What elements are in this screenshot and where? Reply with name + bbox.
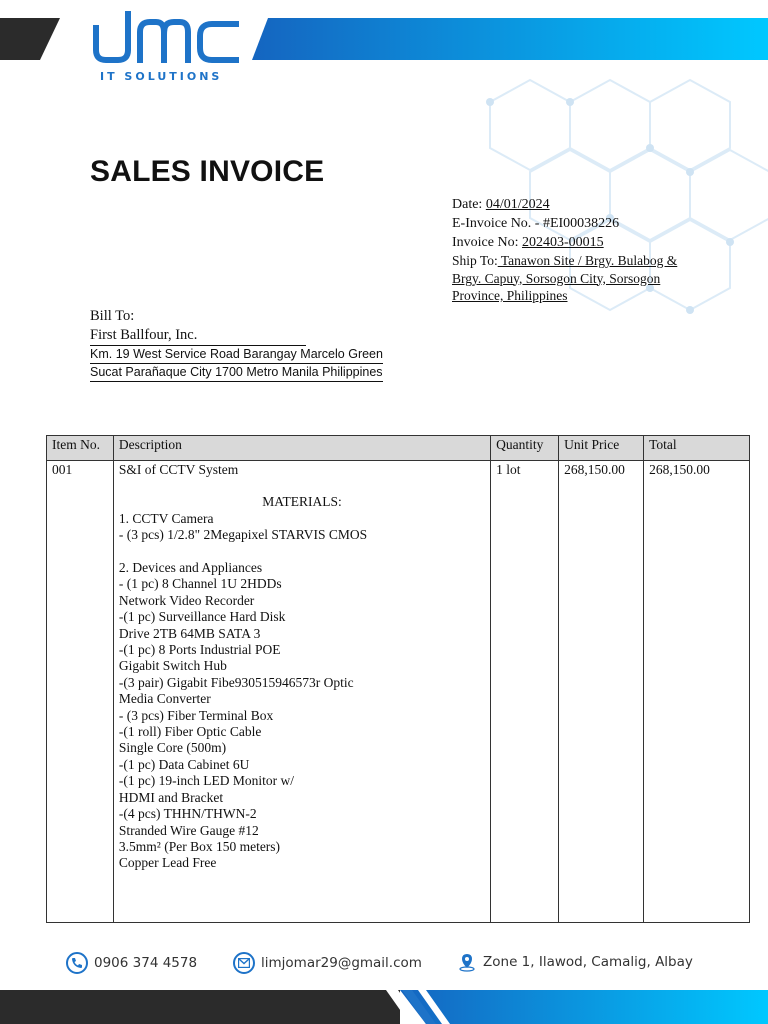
ship-to bbox=[452, 252, 692, 305]
bill-to-label: Bill To: bbox=[90, 308, 135, 324]
items-table bbox=[46, 435, 750, 923]
materials-heading: MATERIALS: bbox=[262, 494, 342, 510]
cell-total: 268,150.00 bbox=[644, 461, 750, 923]
invoice-number-value: 202403-00015 bbox=[521, 235, 604, 250]
header-total: Total bbox=[644, 436, 750, 461]
location-address: Zone 1, Ilawod, Camalig, Albay bbox=[483, 954, 693, 970]
header-quantity: Quantity bbox=[491, 436, 559, 461]
materials-line: -(1 pc) Data Cabinet 6U bbox=[118, 756, 250, 772]
materials-line: Copper Lead Free bbox=[118, 855, 217, 871]
date-label: Date: bbox=[452, 197, 486, 212]
materials-line bbox=[119, 544, 485, 560]
materials-line: -(3 pair) Gigabit Fibe930515946573r Optic bbox=[118, 674, 354, 690]
contact-phone bbox=[66, 952, 197, 974]
ship-to-label: Ship To: bbox=[452, 253, 498, 268]
bill-to-company: First Ballfour, Inc. bbox=[90, 326, 306, 346]
contact-email bbox=[233, 952, 422, 974]
cell-item-no: 001 bbox=[47, 461, 114, 923]
materials-line: Stranded Wire Gauge #12 bbox=[118, 822, 259, 838]
date-row bbox=[452, 195, 692, 214]
materials-line: - (3 pcs) 1/2.8" 2Megapixel STARVIS CMOS bbox=[118, 527, 368, 543]
footer-band bbox=[0, 990, 768, 1024]
description-title: S&I of CCTV System bbox=[118, 462, 239, 477]
header-unit-price: Unit Price bbox=[559, 436, 644, 461]
bill-to-address bbox=[90, 346, 390, 382]
bill-to-address-line2: Sucat Parañaque City 1700 Metro Manila Philippines bbox=[90, 364, 383, 382]
header-description: Description bbox=[113, 436, 490, 461]
materials-line: Single Core (500m) bbox=[118, 740, 227, 756]
logo-tagline: IT SOLUTIONS bbox=[100, 70, 223, 83]
invoice-number-row bbox=[452, 233, 692, 252]
materials-line: -(1 pc) 8 Ports Industrial POE bbox=[118, 642, 281, 658]
materials-line: Network Video Recorder bbox=[118, 592, 255, 608]
table-header-row bbox=[47, 436, 750, 461]
materials-line: -(4 pcs) THHN/THWN-2 bbox=[118, 806, 257, 822]
date-value: 04/01/2024 bbox=[485, 197, 550, 212]
materials-line: Drive 2TB 64MB SATA 3 bbox=[118, 625, 261, 641]
materials-line: 1. CCTV Camera bbox=[118, 510, 214, 526]
footer-contacts bbox=[0, 952, 768, 980]
materials-list bbox=[119, 511, 485, 872]
materials-line: -(1 pc) 19-inch LED Monitor w/ bbox=[118, 773, 294, 789]
contact-location bbox=[457, 952, 693, 972]
materials-line: HDMI and Bracket bbox=[118, 789, 224, 805]
cell-unit-price: 268,150.00 bbox=[559, 461, 644, 923]
materials-line: Gigabit Switch Hub bbox=[118, 658, 227, 674]
cell-description bbox=[113, 461, 490, 923]
invoice-meta bbox=[452, 195, 692, 305]
materials-line: Media Converter bbox=[118, 691, 211, 707]
header-item-no: Item No. bbox=[47, 436, 114, 461]
einvoice-number: E-Invoice No. - #EI00038226 bbox=[452, 216, 620, 231]
cell-quantity: 1 lot bbox=[491, 461, 559, 923]
location-pin-icon bbox=[457, 952, 477, 972]
materials-line: 3.5mm² (Per Box 150 meters) bbox=[118, 838, 281, 854]
materials-line: - (1 pc) 8 Channel 1U 2HDDs bbox=[118, 576, 282, 592]
invoice-title: SALES INVOICE bbox=[90, 155, 325, 188]
materials-line: 2. Devices and Appliances bbox=[118, 560, 263, 576]
ship-to-value: Tanawon Site / Brgy. Bulabog & Brgy. Capuy, Sorsogon City, Sorsogon Province, Philippines bbox=[452, 253, 678, 303]
table-row bbox=[47, 461, 750, 923]
materials-line: -(1 pc) Surveillance Hard Disk bbox=[118, 609, 286, 625]
bill-to-section bbox=[90, 307, 390, 382]
bill-to-address-line1: Km. 19 West Service Road Barangay Marcelo Green bbox=[90, 346, 383, 364]
phone-icon bbox=[66, 952, 88, 974]
materials-line: -(1 roll) Fiber Optic Cable bbox=[118, 724, 262, 740]
invoice-number-label: Invoice No: bbox=[452, 235, 522, 250]
email-address: limjomar29@gmail.com bbox=[261, 955, 422, 971]
mail-icon bbox=[233, 952, 255, 974]
materials-line: - (3 pcs) Fiber Terminal Box bbox=[118, 707, 274, 723]
phone-number: 0906 374 4578 bbox=[94, 955, 198, 971]
